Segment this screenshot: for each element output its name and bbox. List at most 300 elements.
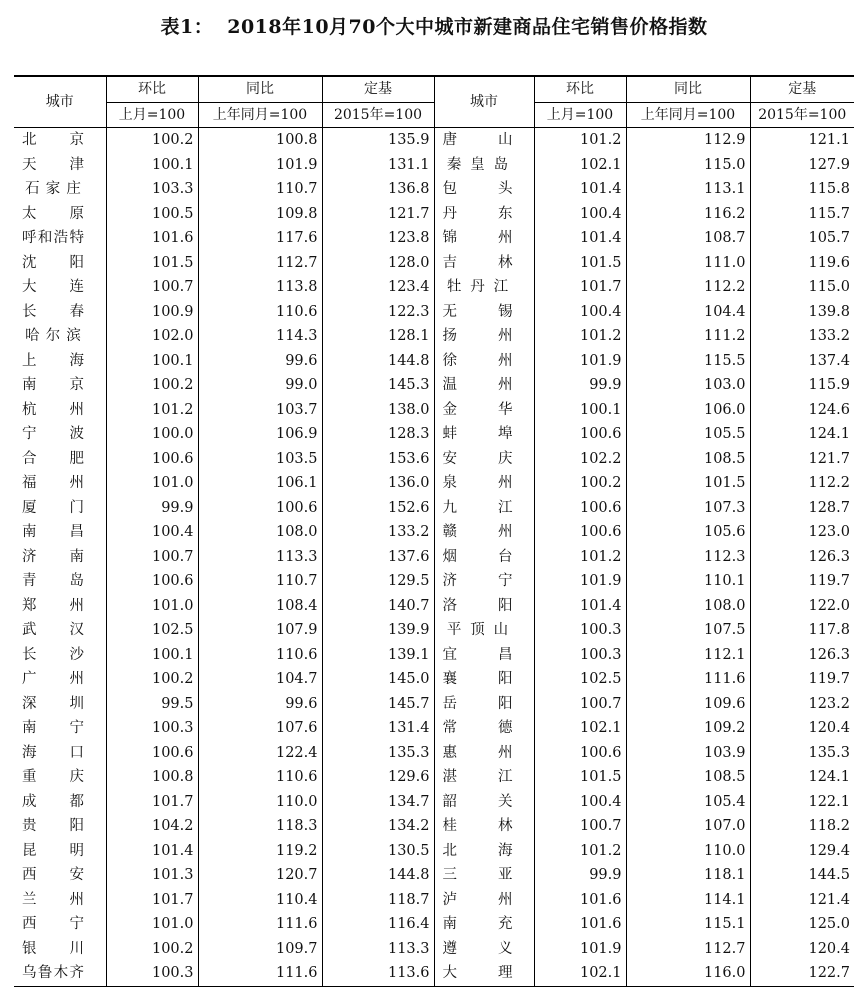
base-value: 139.8 — [750, 300, 854, 325]
city-cell — [434, 422, 534, 447]
city-name: 长 沙 — [22, 646, 84, 663]
table-row — [14, 300, 854, 325]
mom-value: 101.4 — [534, 226, 626, 251]
mom-value: 100.6 — [106, 447, 198, 472]
base-value: 126.3 — [750, 643, 854, 668]
city-name: 泸 州 — [442, 891, 513, 908]
base-value: 144.8 — [322, 863, 434, 888]
yoy-value: 104.7 — [198, 667, 322, 692]
mom-value: 100.2 — [106, 667, 198, 692]
city-name: 郑 州 — [22, 597, 84, 614]
mom-value: 100.3 — [534, 618, 626, 643]
city-name: 泉 州 — [442, 475, 513, 491]
base-value: 134.7 — [322, 790, 434, 815]
base-value: 122.0 — [750, 594, 854, 619]
mom-value: 100.6 — [534, 422, 626, 447]
city-name: 天 津 — [22, 156, 84, 173]
mom-value: 100.7 — [106, 545, 198, 570]
yoy-value: 112.9 — [626, 128, 750, 153]
city-name: 三 亚 — [442, 867, 513, 883]
city-cell — [14, 398, 106, 423]
yoy-value: 105.5 — [626, 422, 750, 447]
base-value: 121.4 — [750, 888, 854, 913]
table-row — [14, 667, 854, 692]
city-cell — [14, 814, 106, 839]
city-cell — [14, 618, 106, 643]
city-cell — [434, 692, 534, 717]
table-row — [14, 251, 854, 276]
table-row — [14, 349, 854, 374]
mom-value: 100.3 — [106, 716, 198, 741]
base-value: 119.6 — [750, 251, 854, 276]
city-cell — [434, 594, 534, 619]
base-value: 140.7 — [322, 594, 434, 619]
city-cell — [434, 300, 534, 325]
city-cell — [14, 888, 106, 913]
city-name: 北 海 — [442, 842, 513, 859]
yoy-value: 101.5 — [626, 471, 750, 496]
mom-value: 100.6 — [534, 520, 626, 545]
base-value: 135.3 — [322, 741, 434, 766]
yoy-value: 110.6 — [198, 765, 322, 790]
base-value: 120.4 — [750, 716, 854, 741]
mom-value: 102.2 — [534, 447, 626, 472]
mom-value: 102.0 — [106, 324, 198, 349]
city-cell — [434, 765, 534, 790]
base-value: 118.2 — [750, 814, 854, 839]
mom-value: 102.5 — [106, 618, 198, 643]
city-name: 重 庆 — [22, 769, 84, 785]
city-name: 惠 州 — [442, 744, 513, 761]
city-cell — [434, 398, 534, 423]
table-row — [14, 275, 854, 300]
base-value: 128.1 — [322, 324, 434, 349]
city-cell — [434, 251, 534, 276]
mom-value: 101.0 — [106, 594, 198, 619]
yoy-value: 110.6 — [198, 643, 322, 668]
yoy-value: 122.4 — [198, 741, 322, 766]
mom-value: 100.4 — [534, 300, 626, 325]
base-value: 105.7 — [750, 226, 854, 251]
city-cell — [434, 569, 534, 594]
city-cell — [434, 349, 534, 374]
header-base-right: 定基 — [750, 76, 854, 102]
city-name: 九 江 — [442, 499, 513, 516]
base-value: 115.9 — [750, 373, 854, 398]
base-value: 116.4 — [322, 912, 434, 937]
city-cell — [14, 716, 106, 741]
base-value: 123.4 — [322, 275, 434, 300]
yoy-value: 114.3 — [198, 324, 322, 349]
city-cell — [14, 643, 106, 668]
header-mom-sub-left: 上月=100 — [106, 102, 198, 128]
base-value: 126.3 — [750, 545, 854, 570]
table-row — [14, 422, 854, 447]
city-cell — [434, 226, 534, 251]
city-name: 海 口 — [22, 744, 84, 761]
table-title — [0, 12, 868, 39]
mom-value: 101.9 — [534, 349, 626, 374]
city-cell — [434, 618, 534, 643]
base-value: 112.2 — [750, 471, 854, 496]
city-cell — [14, 741, 106, 766]
yoy-value: 103.7 — [198, 398, 322, 423]
city-name: 宜 昌 — [442, 646, 513, 663]
city-cell — [14, 545, 106, 570]
city-name: 银 川 — [22, 940, 84, 957]
city-cell — [434, 863, 534, 888]
mom-value: 101.2 — [534, 839, 626, 864]
mom-value: 101.3 — [106, 863, 198, 888]
table-row — [14, 765, 854, 790]
base-value: 121.7 — [750, 447, 854, 472]
city-cell — [434, 520, 534, 545]
header-base-left: 定基 — [322, 76, 434, 102]
yoy-value: 110.0 — [626, 839, 750, 864]
yoy-value: 111.6 — [626, 667, 750, 692]
table-row — [14, 863, 854, 888]
city-name: 烟 台 — [442, 548, 513, 565]
yoy-value: 112.3 — [626, 545, 750, 570]
city-cell — [434, 496, 534, 521]
yoy-value: 109.7 — [198, 937, 322, 962]
mom-value: 102.1 — [534, 716, 626, 741]
mom-value: 99.9 — [534, 863, 626, 888]
yoy-value: 108.5 — [626, 765, 750, 790]
city-name: 蚌 埠 — [442, 426, 513, 442]
header-yoy-left: 同比 — [198, 76, 322, 102]
base-value: 128.0 — [322, 251, 434, 276]
base-value: 128.7 — [750, 496, 854, 521]
city-cell — [14, 937, 106, 962]
yoy-value: 100.8 — [198, 128, 322, 153]
table-row — [14, 398, 854, 423]
city-cell — [14, 300, 106, 325]
mom-value: 101.2 — [534, 324, 626, 349]
city-cell — [14, 839, 106, 864]
city-cell — [434, 447, 534, 472]
yoy-value: 108.0 — [198, 520, 322, 545]
mom-value: 99.5 — [106, 692, 198, 717]
city-cell — [434, 471, 534, 496]
table-row — [14, 177, 854, 202]
yoy-value: 110.0 — [198, 790, 322, 815]
city-cell — [14, 765, 106, 790]
base-value: 125.0 — [750, 912, 854, 937]
mom-value: 101.7 — [534, 275, 626, 300]
yoy-value: 103.0 — [626, 373, 750, 398]
yoy-value: 106.1 — [198, 471, 322, 496]
city-cell — [434, 275, 534, 300]
city-cell — [14, 692, 106, 717]
city-name: 西 宁 — [22, 916, 84, 932]
mom-value: 102.1 — [534, 961, 626, 986]
city-name: 兰 州 — [22, 891, 84, 908]
table-row — [14, 496, 854, 521]
mom-value: 100.7 — [106, 275, 198, 300]
city-cell — [434, 373, 534, 398]
city-name: 南 充 — [442, 916, 513, 932]
city-name: 牡 丹 江 — [446, 279, 509, 295]
city-name: 常 德 — [442, 720, 513, 736]
table-row — [14, 790, 854, 815]
city-name: 南 昌 — [22, 524, 84, 540]
city-name: 广 州 — [22, 671, 84, 687]
table-row — [14, 373, 854, 398]
header-mom-left: 环比 — [106, 76, 198, 102]
city-name: 无 锡 — [442, 303, 513, 320]
base-value: 145.0 — [322, 667, 434, 692]
mom-value: 100.6 — [534, 496, 626, 521]
city-cell — [434, 667, 534, 692]
mom-value: 101.4 — [106, 839, 198, 864]
city-name: 丹 东 — [442, 205, 513, 222]
base-value: 113.3 — [322, 937, 434, 962]
header-city-right: 城市 — [434, 76, 534, 128]
table-row — [14, 618, 854, 643]
base-value: 139.9 — [322, 618, 434, 643]
city-cell — [14, 961, 106, 986]
city-name: 昆 明 — [22, 842, 84, 859]
mom-value: 100.5 — [106, 202, 198, 227]
mom-value: 101.5 — [106, 251, 198, 276]
base-value: 122.1 — [750, 790, 854, 815]
base-value: 137.6 — [322, 545, 434, 570]
city-name: 吉 林 — [442, 254, 513, 271]
table-row — [14, 594, 854, 619]
mom-value: 104.2 — [106, 814, 198, 839]
city-name: 徐 州 — [442, 352, 513, 369]
header-yoy-sub-left: 上年同月=100 — [198, 102, 322, 128]
yoy-value: 113.1 — [626, 177, 750, 202]
yoy-value: 116.2 — [626, 202, 750, 227]
mom-value: 101.6 — [534, 912, 626, 937]
yoy-value: 113.8 — [198, 275, 322, 300]
mom-value: 100.8 — [106, 765, 198, 790]
city-cell — [434, 128, 534, 153]
yoy-value: 105.4 — [626, 790, 750, 815]
base-value: 119.7 — [750, 569, 854, 594]
city-name: 长 春 — [22, 303, 84, 320]
yoy-value: 109.6 — [626, 692, 750, 717]
base-value: 135.3 — [750, 741, 854, 766]
mom-value: 102.1 — [534, 153, 626, 178]
mom-value: 100.0 — [106, 422, 198, 447]
mom-value: 100.6 — [106, 741, 198, 766]
city-name: 大 理 — [442, 965, 513, 981]
base-value: 136.0 — [322, 471, 434, 496]
city-name: 锦 州 — [442, 230, 513, 246]
base-value: 129.5 — [322, 569, 434, 594]
header-base-sub-right: 2015年=100 — [750, 102, 854, 128]
city-name: 平 顶 山 — [446, 622, 509, 638]
table-row — [14, 202, 854, 227]
yoy-value: 105.6 — [626, 520, 750, 545]
mom-value: 100.1 — [106, 643, 198, 668]
base-value: 137.4 — [750, 349, 854, 374]
table-row — [14, 128, 854, 153]
yoy-value: 113.3 — [198, 545, 322, 570]
base-value: 120.4 — [750, 937, 854, 962]
city-name: 洛 阳 — [442, 597, 513, 614]
base-value: 130.5 — [322, 839, 434, 864]
yoy-value: 110.7 — [198, 177, 322, 202]
city-name: 杭 州 — [22, 401, 84, 418]
mom-value: 101.2 — [106, 398, 198, 423]
city-name: 遵 义 — [442, 940, 513, 957]
yoy-value: 112.7 — [626, 937, 750, 962]
base-value: 121.7 — [322, 202, 434, 227]
city-cell — [14, 177, 106, 202]
city-cell — [14, 349, 106, 374]
city-cell — [14, 520, 106, 545]
city-cell — [14, 790, 106, 815]
city-cell — [14, 496, 106, 521]
city-cell — [14, 373, 106, 398]
city-cell — [14, 912, 106, 937]
table-row — [14, 814, 854, 839]
table-row — [14, 520, 854, 545]
base-value: 122.7 — [750, 961, 854, 986]
city-cell — [14, 447, 106, 472]
mom-value: 100.7 — [534, 692, 626, 717]
city-cell — [434, 839, 534, 864]
mom-value: 100.6 — [106, 569, 198, 594]
mom-value: 100.9 — [106, 300, 198, 325]
table-row — [14, 226, 854, 251]
table-row — [14, 153, 854, 178]
city-name: 上 海 — [22, 352, 84, 369]
yoy-value: 107.5 — [626, 618, 750, 643]
base-value: 124.6 — [750, 398, 854, 423]
city-cell — [14, 153, 106, 178]
base-value: 123.0 — [750, 520, 854, 545]
base-value: 145.7 — [322, 692, 434, 717]
city-cell — [434, 814, 534, 839]
yoy-value: 108.5 — [626, 447, 750, 472]
city-cell — [14, 251, 106, 276]
header-yoy-right: 同比 — [626, 76, 750, 102]
mom-value: 101.5 — [534, 251, 626, 276]
base-value: 113.6 — [322, 961, 434, 986]
mom-value: 100.3 — [534, 643, 626, 668]
yoy-value: 110.7 — [198, 569, 322, 594]
base-value: 119.7 — [750, 667, 854, 692]
city-cell — [14, 422, 106, 447]
mom-value: 101.6 — [534, 888, 626, 913]
city-cell — [434, 741, 534, 766]
table-row — [14, 961, 854, 986]
header-city-left: 城市 — [14, 76, 106, 128]
yoy-value: 116.0 — [626, 961, 750, 986]
mom-value: 101.7 — [106, 790, 198, 815]
mom-value: 101.4 — [534, 177, 626, 202]
base-value: 129.4 — [750, 839, 854, 864]
base-value: 134.2 — [322, 814, 434, 839]
city-name: 贵 阳 — [22, 818, 84, 834]
base-value: 115.7 — [750, 202, 854, 227]
city-cell — [434, 153, 534, 178]
base-value: 124.1 — [750, 422, 854, 447]
city-cell — [14, 324, 106, 349]
city-cell — [14, 275, 106, 300]
city-cell — [434, 790, 534, 815]
base-value: 131.1 — [322, 153, 434, 178]
yoy-value: 119.2 — [198, 839, 322, 864]
base-value: 153.6 — [322, 447, 434, 472]
city-name: 济 南 — [22, 548, 84, 565]
city-name: 南 京 — [22, 377, 84, 393]
city-name: 安 庆 — [442, 450, 513, 467]
yoy-value: 112.2 — [626, 275, 750, 300]
city-name: 成 都 — [22, 793, 84, 810]
yoy-value: 115.0 — [626, 153, 750, 178]
mom-value: 101.5 — [534, 765, 626, 790]
table-row — [14, 471, 854, 496]
city-cell — [434, 643, 534, 668]
mom-value: 100.7 — [534, 814, 626, 839]
table-row — [14, 447, 854, 472]
yoy-value: 99.6 — [198, 349, 322, 374]
city-name: 沈 阳 — [22, 254, 84, 271]
city-name: 武 汉 — [22, 622, 84, 638]
city-name: 秦 皇 岛 — [446, 156, 509, 173]
mom-value: 101.6 — [106, 226, 198, 251]
city-name: 唐 山 — [442, 132, 513, 148]
city-cell — [434, 324, 534, 349]
base-value: 115.0 — [750, 275, 854, 300]
mom-value: 100.4 — [534, 790, 626, 815]
mom-value: 101.9 — [534, 937, 626, 962]
base-value: 138.0 — [322, 398, 434, 423]
city-cell — [14, 594, 106, 619]
city-cell — [434, 545, 534, 570]
yoy-value: 99.0 — [198, 373, 322, 398]
city-name: 包 头 — [442, 181, 513, 197]
yoy-value: 103.5 — [198, 447, 322, 472]
table-row — [14, 716, 854, 741]
city-name: 乌 鲁 木 齐 — [22, 965, 84, 981]
yoy-value: 101.9 — [198, 153, 322, 178]
table-row — [14, 569, 854, 594]
base-value: 152.6 — [322, 496, 434, 521]
yoy-value: 107.0 — [626, 814, 750, 839]
mom-value: 101.2 — [534, 128, 626, 153]
city-name: 哈 尔 滨 — [25, 328, 81, 344]
city-cell — [434, 202, 534, 227]
city-name: 深 圳 — [22, 695, 84, 712]
table-row — [14, 643, 854, 668]
base-value: 139.1 — [322, 643, 434, 668]
table-row — [14, 324, 854, 349]
base-value: 115.8 — [750, 177, 854, 202]
city-name: 太 原 — [22, 205, 84, 222]
city-name: 金 华 — [442, 401, 513, 418]
base-value: 144.5 — [750, 863, 854, 888]
city-name: 温 州 — [442, 377, 513, 393]
city-name: 合 肥 — [22, 450, 84, 467]
table-row — [14, 741, 854, 766]
mom-value: 101.0 — [106, 471, 198, 496]
header-base-sub-left: 2015年=100 — [322, 102, 434, 128]
city-cell — [14, 202, 106, 227]
table-row — [14, 888, 854, 913]
yoy-value: 99.6 — [198, 692, 322, 717]
yoy-value: 112.7 — [198, 251, 322, 276]
mom-value: 101.9 — [534, 569, 626, 594]
header-mom-right: 环比 — [534, 76, 626, 102]
yoy-value: 108.7 — [626, 226, 750, 251]
